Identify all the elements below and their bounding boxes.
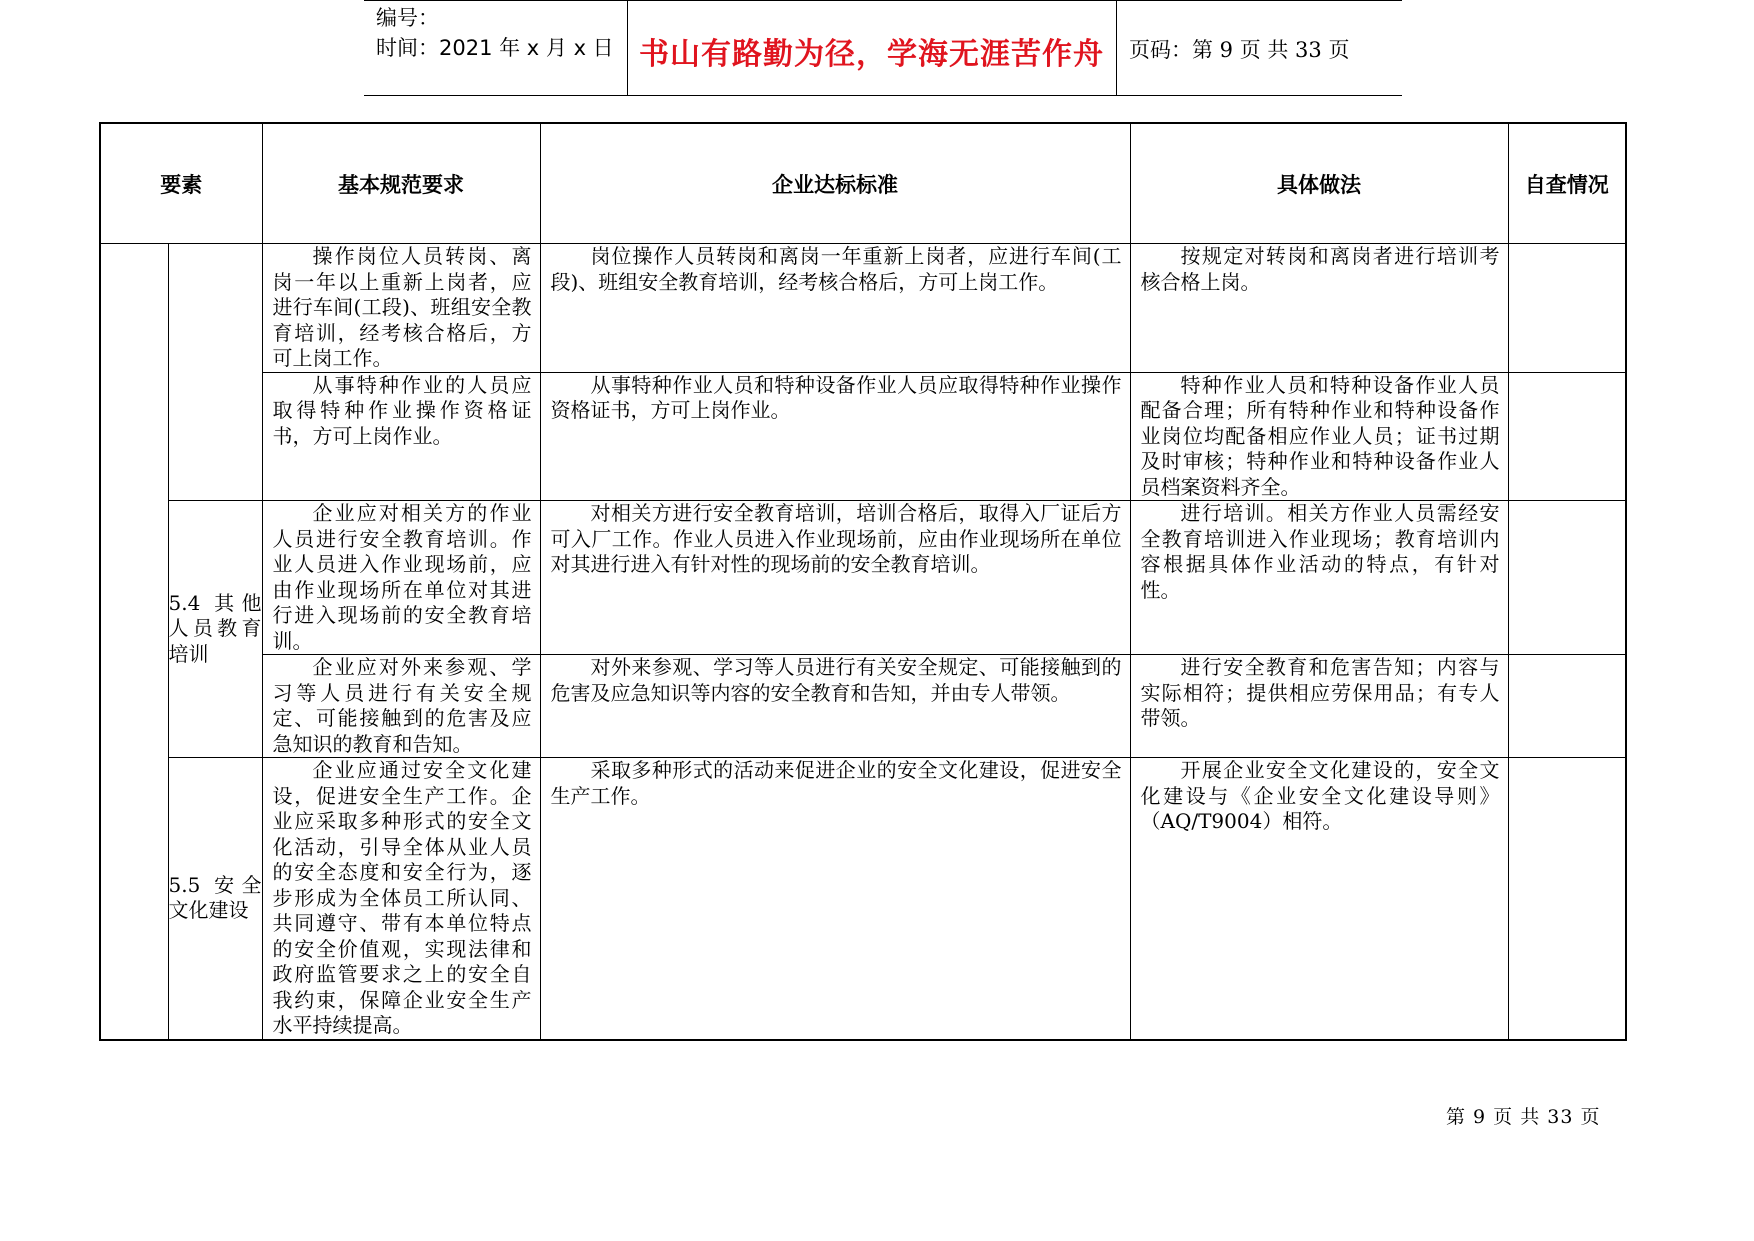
standard-cell: 岗位操作人员转岗和离岗一年重新上岗者，应进行车间(工段)、班组安全教育培训，经考核合格后，方可上岗工作。	[540, 244, 1130, 373]
requirement-cell: 操作岗位人员转岗、离岗一年以上重新上岗者，应进行车间(工段)、班组安全教育培训，经考核合格后，方可上岗工作。	[262, 244, 540, 373]
element-cell	[168, 244, 262, 501]
page-footer: 第 9 页 共 33 页	[1446, 1106, 1601, 1128]
self-check-cell	[1508, 244, 1626, 373]
table-row	[100, 244, 1626, 373]
element-cell: 5.5 安全文化建设	[168, 758, 262, 1040]
self-check-cell	[1508, 501, 1626, 655]
element-cell: 5.4 其他人员教育培训	[168, 501, 262, 758]
requirement-cell: 企业应对外来参观、学习等人员进行有关安全规定、可能接触到的危害及应急知识的教育和告知。	[262, 655, 540, 758]
table-row	[100, 655, 1626, 758]
practice-cell: 进行安全教育和危害告知；内容与实际相符；提供相应劳保用品；有专人带领。	[1130, 655, 1508, 758]
self-check-cell	[1508, 655, 1626, 758]
self-check-cell	[1508, 372, 1626, 501]
header-page-info: 页码：第 9 页 共 33 页	[1129, 38, 1350, 62]
standard-cell: 对相关方进行安全教育培训，培训合格后，取得入厂证后方可入厂工作。作业人员进入作业现场前，应由作业现场所在单位对其进行进入有针对性的现场前的安全教育培训。	[540, 501, 1130, 655]
practice-cell: 进行培训。相关方作业人员需经安全教育培训进入作业现场；教育培训内容根据具体作业活动的特点，有针对性。	[1130, 501, 1508, 655]
table-row	[100, 372, 1626, 501]
column-header-practice: 具体做法	[1130, 123, 1508, 244]
practice-cell: 特种作业人员和特种设备作业人员配备合理；所有特种作业和特种设备作业岗位均配备相应作业人员；证书过期及时审核；特种作业和特种设备作业人员档案资料齐全。	[1130, 372, 1508, 501]
page-header	[364, 0, 1402, 96]
table-row	[100, 501, 1626, 655]
requirement-cell: 企业应对相关方的作业人员进行安全教育培训。作业人员进入作业现场前，应由作业现场所在单位对其进行进入现场前的安全教育培训。	[262, 501, 540, 655]
column-header-requirement: 基本规范要求	[262, 123, 540, 244]
header-motto: 书山有路勤为径，学海无涯苦作舟	[639, 37, 1104, 72]
column-header-self-check: 自查情况	[1508, 123, 1626, 244]
requirement-cell: 企业应通过安全文化建设，促进安全生产工作。企业应采取多种形式的安全文化活动，引导全体从业人员的安全态度和安全行为，逐步形成为全体员工所认同、共同遵守、带有本单位特点的安全价值观，实现法律和政府监管要求之上的安全自我约束，保障企业安全生产水平持续提高。	[262, 758, 540, 1040]
table-row	[100, 758, 1626, 1040]
header-divider	[1116, 1, 1117, 95]
table-header-row	[100, 123, 1626, 244]
date-line: 时间：2021 年 x 月 x 日	[376, 36, 614, 60]
serial-label: 编号：	[376, 6, 439, 30]
column-header-element: 要素	[100, 123, 262, 244]
outer-element-cell	[100, 244, 168, 1040]
practice-cell: 按规定对转岗和离岗者进行培训考核合格上岗。	[1130, 244, 1508, 373]
standard-cell: 对外来参观、学习等人员进行有关安全规定、可能接触到的危害及应急知识等内容的安全教育和告知，并由专人带领。	[540, 655, 1130, 758]
column-header-standard: 企业达标标准	[540, 123, 1130, 244]
self-check-cell	[1508, 758, 1626, 1040]
requirement-cell: 从事特种作业的人员应取得特种作业操作资格证书，方可上岗作业。	[262, 372, 540, 501]
standard-cell: 采取多种形式的活动来促进企业的安全文化建设，促进安全生产工作。	[540, 758, 1130, 1040]
practice-cell: 开展企业安全文化建设的，安全文化建设与《企业安全文化建设导则》（AQ/T9004）相符。	[1130, 758, 1508, 1040]
standard-cell: 从事特种作业人员和特种设备作业人员应取得特种作业操作资格证书，方可上岗作业。	[540, 372, 1130, 501]
header-meta	[376, 3, 621, 63]
standards-table	[99, 122, 1627, 1041]
